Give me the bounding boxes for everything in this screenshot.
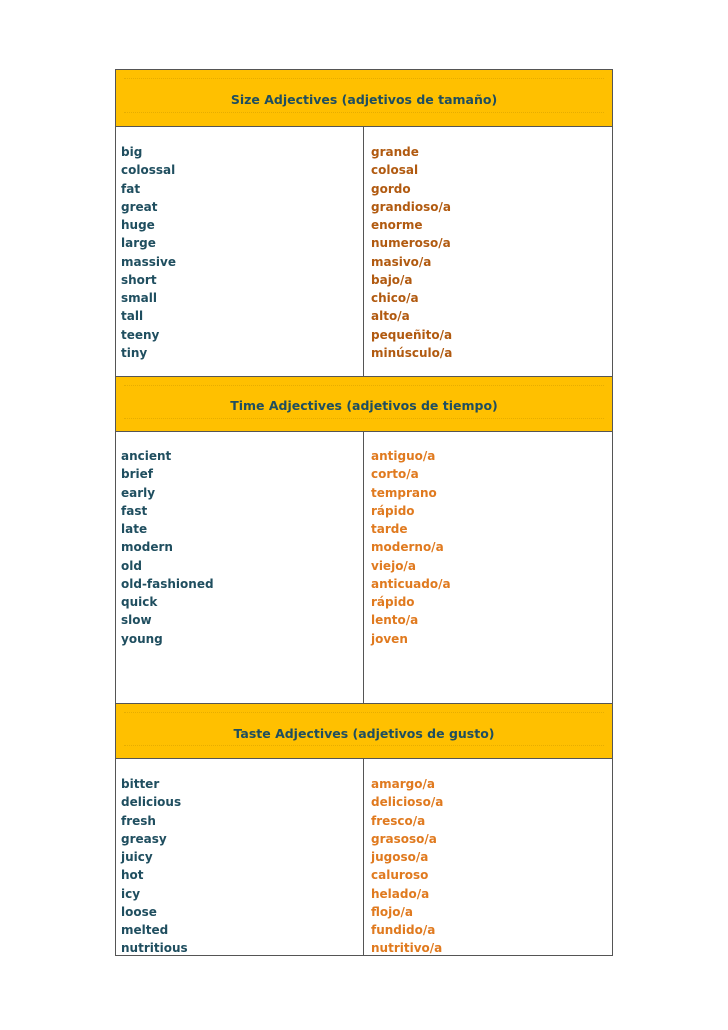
english-word: small [121,291,157,305]
section-body-taste [116,759,612,955]
spanish-word: flojo/a [371,904,413,919]
spanish-word: pequeñito/a [371,327,453,342]
column-divider [363,759,364,955]
english-word: large [121,236,156,251]
spanish-word: numeroso/a [371,236,451,251]
section-header-time [116,376,612,432]
spanish-word: anticuado/a [371,576,451,591]
spanish-word: bajo/a [371,272,413,287]
english-word: old-fashioned [121,576,214,591]
spanish-word: enorme [371,218,423,232]
english-word: tiny [121,345,148,360]
section-title-taste: Taste Adjectives (adjetivos de gusto) [233,726,495,741]
spanish-word: grande [371,145,419,159]
english-word: greasy [121,831,167,846]
spanish-word: nutritivo/a [371,941,443,956]
english-word: quick [121,595,158,609]
english-word: ancient [121,449,172,463]
english-word: tall [121,309,144,324]
english-word: icy [121,886,141,901]
column-divider [363,127,364,376]
section-header-taste [116,703,612,759]
spanish-word: fresco/a [371,813,426,828]
spanish-word: rápido [371,595,415,609]
spanish-column [371,143,452,362]
english-word: huge [121,218,155,232]
spanish-word: grasoso/a [371,831,437,846]
spanish-word: alto/a [371,309,410,324]
english-word: brief [121,467,153,482]
english-word: colossal [121,163,176,178]
spanish-word: moderno/a [371,540,444,555]
spanish-word: helado/a [371,886,430,901]
section-body-time [116,432,612,703]
english-word: late [121,522,148,536]
english-word: young [121,631,163,646]
section-header-size [116,70,612,127]
english-column [121,447,214,648]
spanish-word: lento/a [371,613,419,628]
spanish-word: grandioso/a [371,199,451,214]
spanish-word: fundido/a [371,923,436,937]
english-word: fast [121,503,148,518]
english-word: delicious [121,795,182,810]
english-word: nutritious [121,941,188,956]
adjectives-table [115,69,613,956]
english-word: modern [121,540,173,555]
spanish-word: caluroso [371,868,429,883]
english-word: big [121,145,143,159]
spanish-column [371,775,443,958]
section-title-time: Time Adjectives (adjetivos de tiempo) [230,398,498,413]
spanish-word: delicioso/a [371,795,444,810]
english-word: old [121,558,142,573]
english-word: bitter [121,777,160,791]
english-word: slow [121,613,152,628]
english-word: massive [121,254,176,269]
spanish-word: gordo [371,181,411,196]
spanish-word: amargo/a [371,777,435,791]
spanish-word: chico/a [371,291,419,305]
spanish-column [371,447,451,648]
spanish-word: rápido [371,503,415,518]
english-word: fat [121,181,141,196]
spanish-word: temprano [371,485,437,500]
english-column [121,143,176,362]
english-column [121,775,188,958]
english-word: short [121,272,157,287]
english-word: melted [121,923,169,937]
english-word: hot [121,868,144,883]
spanish-word: tarde [371,522,408,536]
spanish-word: joven [371,631,408,646]
section-title-size: Size Adjectives (adjetivos de tamaño) [230,92,498,107]
english-word: juicy [121,850,153,864]
spanish-word: jugoso/a [371,850,429,864]
section-body-size [116,127,612,376]
spanish-word: colosal [371,163,419,178]
english-word: teeny [121,327,160,342]
spanish-word: antiguo/a [371,449,436,463]
english-word: fresh [121,813,156,828]
spanish-word: corto/a [371,467,419,482]
spanish-word: minúsculo/a [371,345,453,360]
english-word: great [121,199,158,214]
spanish-word: viejo/a [371,558,416,573]
column-divider [363,432,364,703]
english-word: loose [121,904,157,919]
spanish-word: masivo/a [371,254,432,269]
english-word: early [121,485,156,500]
